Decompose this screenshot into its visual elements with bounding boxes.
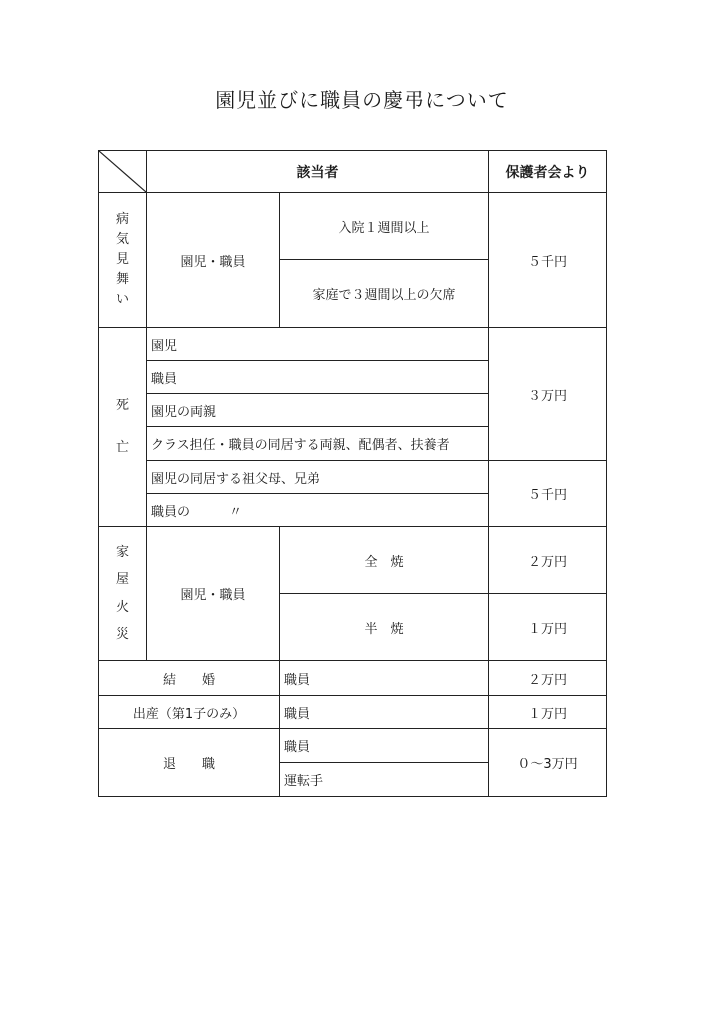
death-item-child: 園児 <box>147 328 489 361</box>
sick-category: 病 気 見 舞 い <box>99 193 147 328</box>
sick-amount: ５千円 <box>489 193 607 328</box>
retire-row-1 <box>99 729 607 763</box>
sick-condition-home: 家庭で３週間以上の欠席 <box>280 260 489 328</box>
diagonal-corner-cell <box>99 151 147 193</box>
death-item-teacher-family: クラス担任・職員の同居する両親、配偶者、扶養者 <box>147 427 489 461</box>
fire-row-1 <box>99 527 607 594</box>
death-row-5 <box>99 461 607 494</box>
fire-who: 園児・職員 <box>147 527 280 661</box>
header-row <box>99 151 607 193</box>
fire-category: 家 屋 火 災 <box>99 527 147 661</box>
death-row-1 <box>99 328 607 361</box>
header-target: 該当者 <box>147 151 489 193</box>
fire-half-amount: １万円 <box>489 594 607 661</box>
death-amount-2: ５千円 <box>489 461 607 527</box>
death-item-staff: 職員 <box>147 361 489 394</box>
birth-who: 職員 <box>280 696 489 729</box>
retire-label: 退 職 <box>99 729 280 797</box>
page-title: 園児並びに職員の慶弔について <box>215 88 509 112</box>
diagonal-line-icon <box>99 151 146 192</box>
death-category: 死 亡 <box>99 328 147 527</box>
condolence-table <box>98 150 607 797</box>
retire-who-driver: 運転手 <box>280 763 489 797</box>
death-item-grandparents: 園児の同居する祖父母、兄弟 <box>147 461 489 494</box>
sick-row-1 <box>99 193 607 260</box>
fire-half: 半 焼 <box>280 594 489 661</box>
sick-condition-hospital: 入院１週間以上 <box>280 193 489 260</box>
marriage-row <box>99 661 607 696</box>
retire-who-staff: 職員 <box>280 729 489 763</box>
death-item-staff-ditto: 職員の 〃 <box>147 494 489 527</box>
birth-row <box>99 696 607 729</box>
birth-label: 出産（第1子のみ） <box>99 696 280 729</box>
marriage-who: 職員 <box>280 661 489 696</box>
marriage-label: 結 婚 <box>99 661 280 696</box>
birth-amount: １万円 <box>489 696 607 729</box>
marriage-amount: ２万円 <box>489 661 607 696</box>
fire-full: 全 焼 <box>280 527 489 594</box>
header-amount: 保護者会より <box>489 151 607 193</box>
retire-amount: ０〜3万円 <box>489 729 607 797</box>
death-item-parents: 園児の両親 <box>147 394 489 427</box>
death-amount-1: ３万円 <box>489 328 607 461</box>
fire-full-amount: ２万円 <box>489 527 607 594</box>
sick-who: 園児・職員 <box>147 193 280 328</box>
